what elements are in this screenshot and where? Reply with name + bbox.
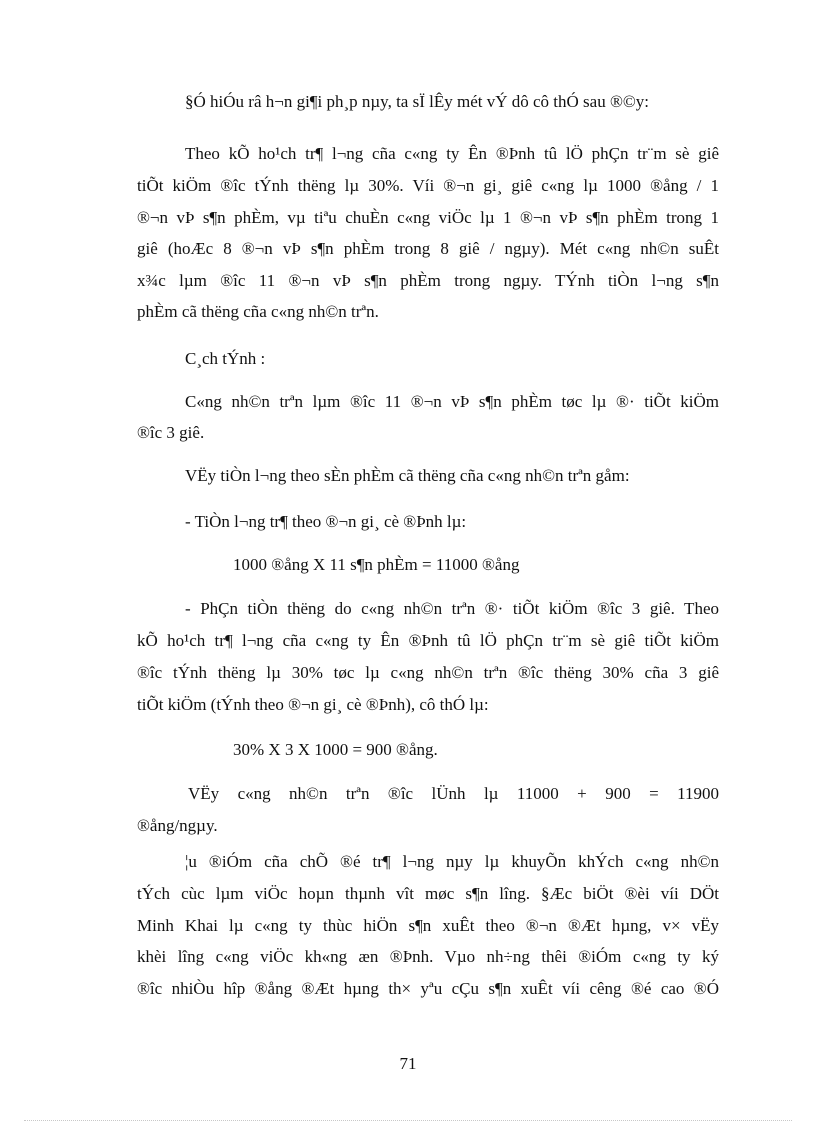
paragraph-line: kÕ ho¹ch tr¶ l¬ng cña c«ng ty Ên ®Þnh tû lÖ phÇn tr¨m sè giê tiÕt kiÖm (137, 631, 719, 650)
paragraph-line: Minh Khai lµ c«ng ty thùc hiÖn s¶n xuÊt theo ®¬n ®Æt hµng, v× vËy (137, 916, 719, 935)
paragraph-line: ®îc 3 giê. (137, 423, 205, 442)
page-number: 71 (399, 1054, 417, 1073)
paragraph-line: tÝch cùc lµm viÖc hoµn thµnh vît møc s¶n lîng. §Æc biÖt ®èi víi DÖt (137, 884, 719, 903)
list-item: - PhÇn tiÒn thëng do c«ng nh©n trªn ®· tiÕt kiÖm ®îc 3 giê. Theo (185, 599, 719, 618)
paragraph-line: VËy tiÒn l¬ng theo sÈn phÈm cã thëng cña c«ng nh©n trªn gåm: (185, 466, 630, 485)
paragraph-line: khèi lîng c«ng viÖc kh«ng æn ®Þnh. Vµo nh÷ng thêi ®iÓm c«ng ty ký (137, 947, 719, 966)
paragraph-line: ®¬n vÞ s¶n phÈm, vµ tiªu chuÈn c«ng viÖc lµ 1 ®¬n vÞ s¶n phÈm trong 1 (137, 208, 719, 227)
paragraph-line: x¾c lµm ®îc 11 ®¬n vÞ s¶n phÈm trong ngµy. TÝnh tiÒn l¬ng s¶n (137, 271, 719, 290)
list-item: - TiÒn l¬ng tr¶ theo ®¬n gi¸ cè ®Þnh lµ: (185, 512, 467, 531)
paragraph-line: §Ó hiÓu râ h¬n gi¶i ph¸p nµy, ta sÏ lÊy mét vÝ dô cô thÓ sau ®©y: (185, 92, 650, 111)
section-heading: C¸ch tÝnh : (185, 349, 266, 368)
equation-line: 30% X 3 X 1000 = 900 ®ång. (233, 740, 438, 759)
paragraph-line: ®îc tÝnh thëng lµ 30% tøc lµ c«ng nh©n trªn ®îc thëng 30% cña 3 giê (137, 663, 719, 682)
paragraph-line: ¦u ®iÓm cña chÕ ®é tr¶ l¬ng nµy lµ khuyÕn khÝch c«ng nh©n (185, 852, 719, 871)
paragraph-line: VËy c«ng nh©n trªn ®îc lÜnh lµ 11000 + 900 = 11900 (188, 784, 719, 803)
paragraph-line: ®ång/ngµy. (137, 816, 218, 835)
equation-line: 1000 ®ång X 11 s¶n phÈm = 11000 ®ång (233, 555, 520, 574)
paragraph-line: C«ng nh©n trªn lµm ®îc 11 ®¬n vÞ s¶n phÈm tøc lµ ®· tiÕt kiÖm (185, 392, 719, 411)
paragraph-line: phÈm cã thëng cña c«ng nh©n trªn. (137, 302, 379, 321)
paragraph-line: ®îc nhiÒu hîp ®ång ®Æt hµng th× yªu cÇu s¶n xuÊt víi cêng ®é cao ®Ó (137, 979, 719, 998)
page-bottom-divider (24, 1120, 792, 1121)
paragraph-line: tiÕt kiÖm ®îc tÝnh thëng lµ 30%. Víi ®¬n gi¸ giê c«ng lµ 1000 ®ång / 1 (137, 176, 719, 195)
paragraph-line: Theo kÕ ho¹ch tr¶ l¬ng cña c«ng ty Ên ®Þnh tû lÖ phÇn tr¨m sè giê (185, 144, 719, 163)
paragraph-line: giê (hoÆc 8 ®¬n vÞ s¶n phÈm trong 8 giê / ngµy). Mét c«ng nh©n suÊt (137, 239, 719, 258)
paragraph-line: tiÕt kiÖm (tÝnh theo ®¬n gi¸ cè ®Þnh), cô thÓ lµ: (137, 695, 489, 714)
